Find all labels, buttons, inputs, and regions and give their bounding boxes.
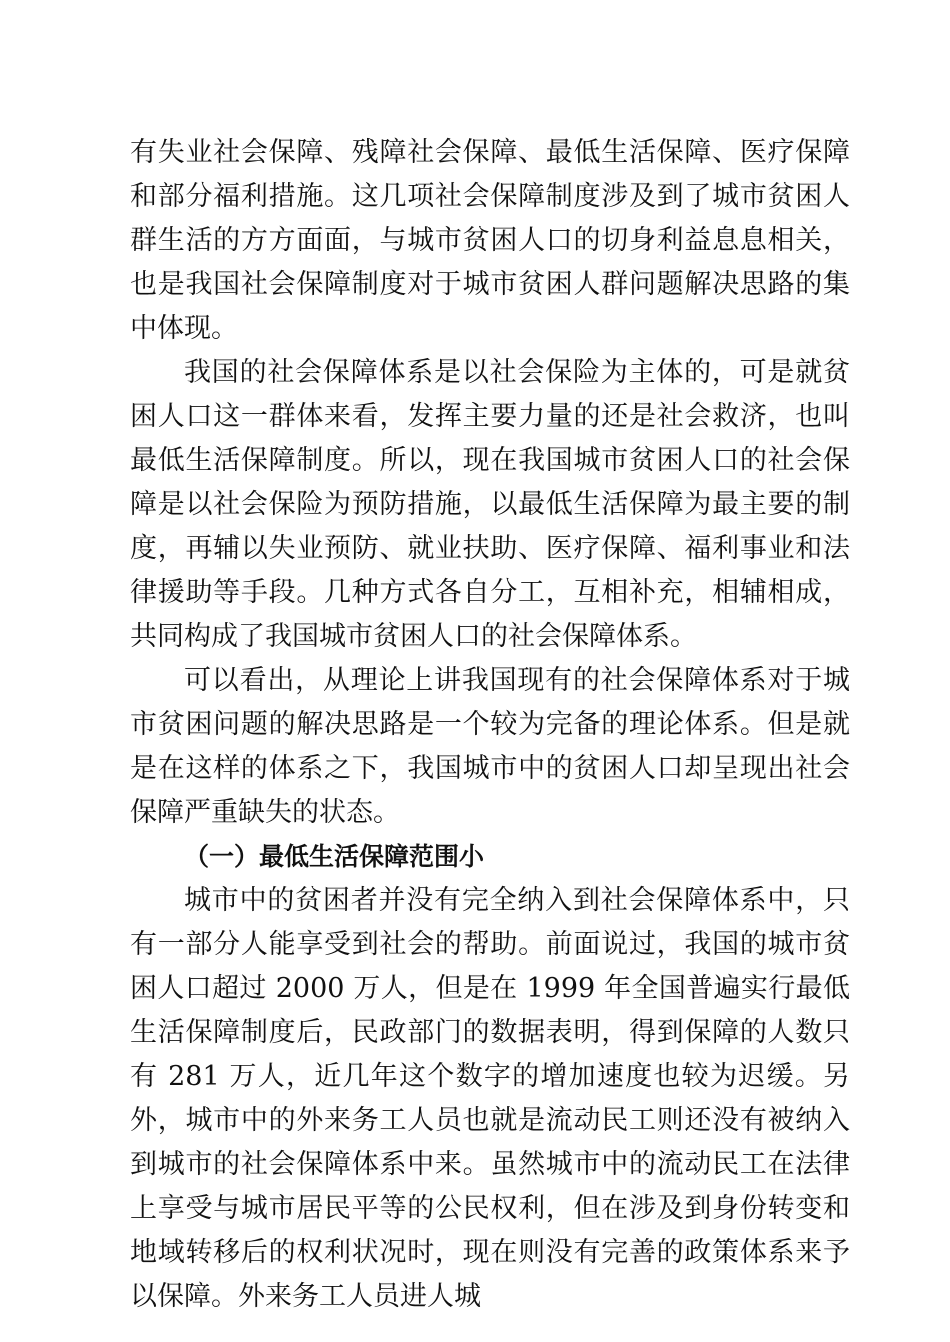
paragraph-theory-assessment: 可以看出，从理论上讲我国现有的社会保障体系对于城市贫困问题的解决思路是一个较为完备的理论体系。但是就是在这样的体系之下，我国城市中的贫困人口却呈现出社会保障严重缺失的状态。 xyxy=(130,665,850,828)
document-body xyxy=(130,131,850,1319)
paragraph-minimum-living-coverage: 城市中的贫困者并没有完全纳入到社会保障体系中，只有一部分人能享受到社会的帮助。前面说过，我国的城市贫困人口超过 2000 万人，但是在 1999 年全国普遍实行最低生活保障制度后，民政部门的数据表明，得到保障的人数只有 281 万人，近几年这个数字的增加速度也较为迟缓。另外，城市中的外来务工人员也就是流动民工则还没有被纳入到城市的社会保障体系中来。虽然城市中的流动民工在法律上享受与城市居民平等的公民权利，但在涉及到身份转变和地域转移后的权利状况时，现在则没有完善的政策体系来予以保障。外来务工人员进人城 xyxy=(130,885,850,1312)
paragraph-continuation: 有失业社会保障、残障社会保障、最低生活保障、医疗保障和部分福利措施。这几项社会保障制度涉及到了城市贫困人群生活的方方面面，与城市贫困人口的切身利益息息相关，也是我国社会保障制度对于城市贫困人群问题解决思路的集中体现。 xyxy=(130,137,850,344)
paragraph-social-security-system: 我国的社会保障体系是以社会保险为主体的，可是就贫困人口这一群体来看，发挥主要力量的还是社会救济，也叫最低生活保障制度。所以，现在我国城市贫困人口的社会保障是以社会保险为预防措施，以最低生活保障为最主要的制度，再辅以失业预防、就业扶助、医疗保障、福利事业和法律援助等手段。几种方式各自分工，互相补充，相辅相成，共同构成了我国城市贫困人口的社会保障体系。 xyxy=(130,357,850,652)
section-heading: （一）最低生活保障范围小 xyxy=(184,842,485,871)
